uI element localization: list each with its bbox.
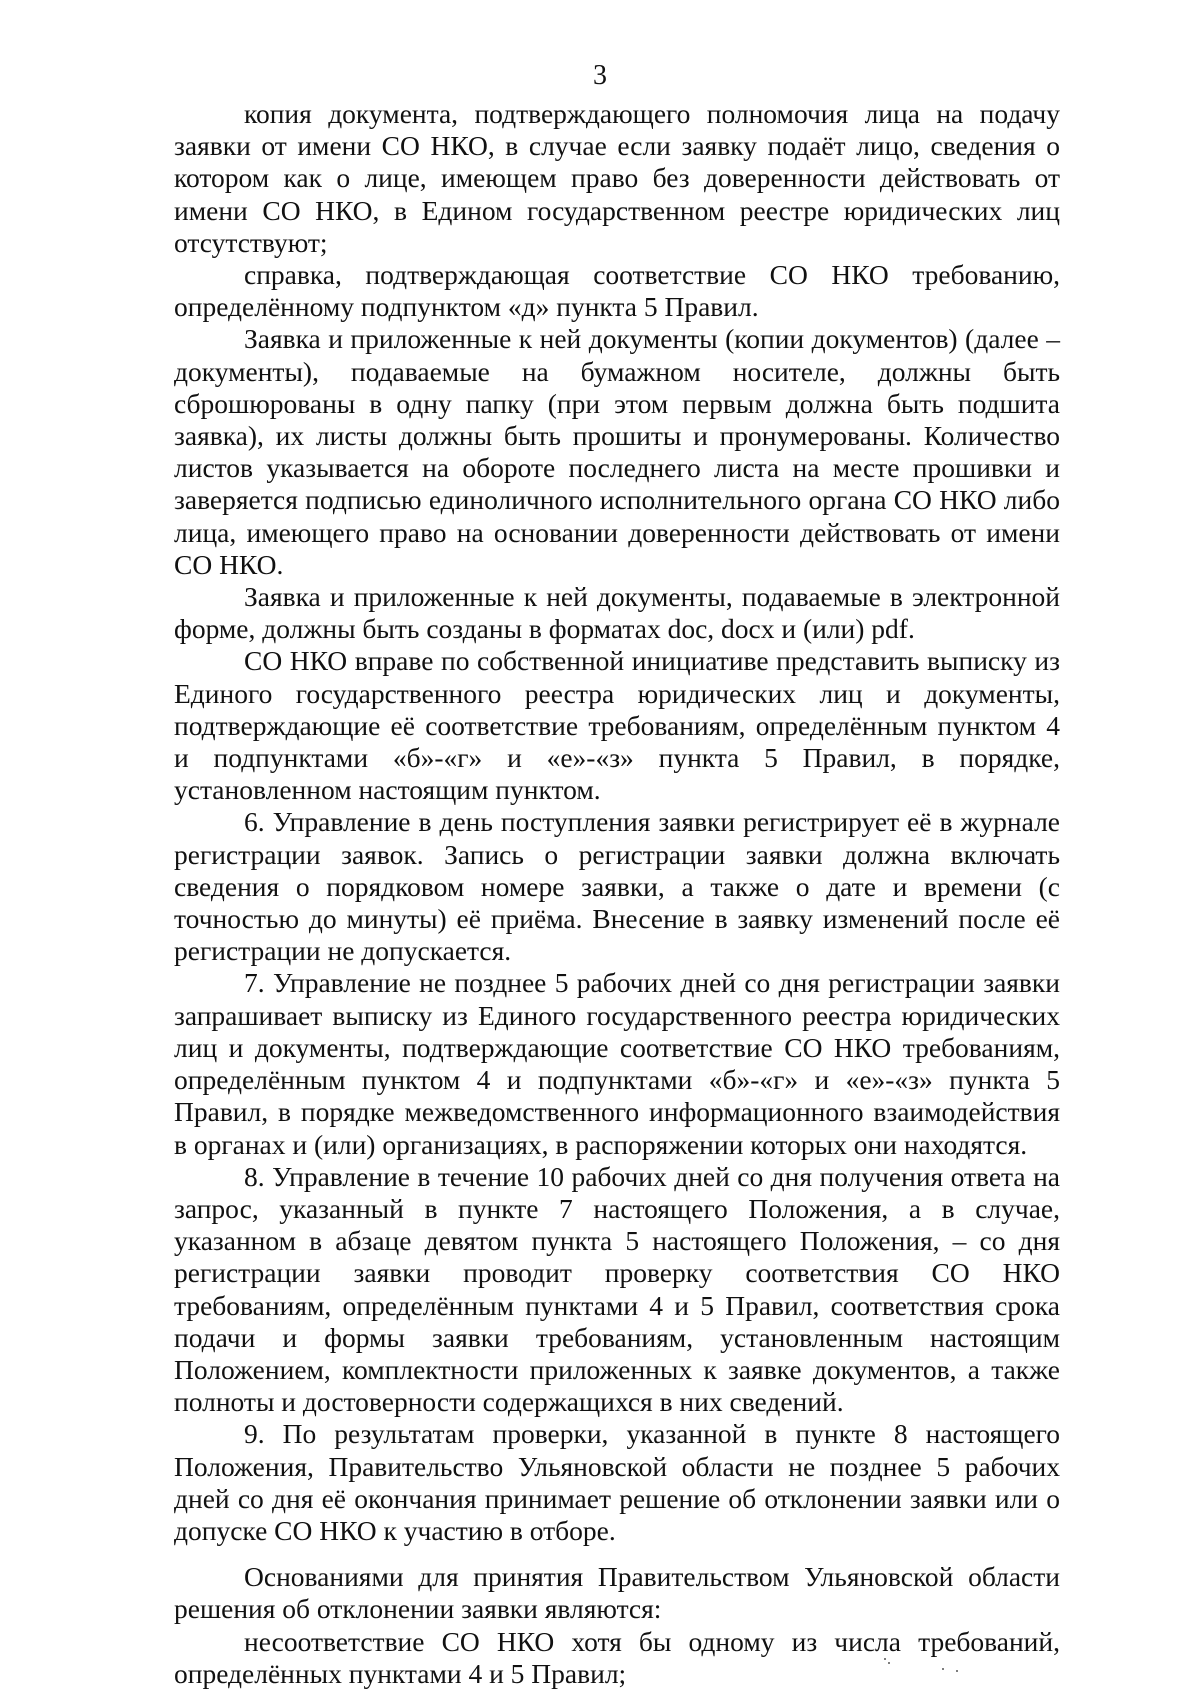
scan-speck bbox=[942, 1668, 944, 1670]
scan-specks bbox=[880, 1656, 1000, 1676]
paragraph-item-8: 8. Управление в течение 10 рабочих дней со дня получения ответа на запрос, указанный в пункте 7 настоящего Положения, а в случае, указанном в абзаце девятом пункта 5 настоящего Положения, – со дня регистрации заявки проводит проверку соответствия СО НКО требованиям, определённым пунктами 4 и 5 Правил, соответствия срока подачи и формы заявки требованиям, установленным настоящим Положением, комплектности приложенных к заявке документов, а также полноты и достоверности содержащихся в них сведений. bbox=[174, 1160, 1060, 1418]
paragraph-own-initiative: СО НКО вправе по собственной инициативе представить выписку из Единого государственного реестра юридических лиц и документы, подтверждающие её соответствие требованиям, определённым пунктом 4 и подпунктами «б»-«г» и «е»-«з» пункта 5 Правил, в порядке, установленном настоящим пунктом. bbox=[174, 645, 1060, 806]
scan-speck bbox=[956, 1670, 958, 1672]
paragraph-electronic-form: Заявка и приложенные к ней документы, подаваемые в электронной форме, должны быть созданы в форматах doc, docx и (или) pdf. bbox=[174, 581, 1060, 645]
paragraph-item-6: 6. Управление в день поступления заявки регистрирует её в журнале регистрации заявок. Запись о регистрации заявки должна включать сведения о порядковом номере заявки, а также о дате и времени (с точностью до минуты) её приёма. Внесение в заявку изменений после её регистрации не допускается. bbox=[174, 806, 1060, 967]
paragraph-non-compliance: несоответствие СО НКО хотя бы одному из числа требований, определённых пунктами 4 и 5 Правил; bbox=[174, 1625, 1060, 1689]
paragraph-item-7: 7. Управление не позднее 5 рабочих дней со дня регистрации заявки запрашивает выписку из Единого государственного реестра юридических лиц и документы, подтверждающие соответствие СО НКО требованиям, определённым пунктом 4 и подпунктами «б»-«г» и «е»-«з» пункта 5 Правил, в порядке межведомственного информационного взаимодействия в органах и (или) организациях, в распоряжении которых они находятся. bbox=[174, 967, 1060, 1160]
scan-speck bbox=[884, 1658, 886, 1660]
paragraph-paper-documents: Заявка и приложенные к ней документы (копии документов) (далее – документы), подаваемые на бумажном носителе, должны быть сброшюрованы в одну папку (при этом первым должна быть подшита заявка), их листы должны быть прошиты и пронумерованы. Количество листов указывается на обороте последнего листа на месте прошивки и заверяется подписью единоличного исполнительного органа СО НКО либо лица, имеющего право на основании доверенности действовать от имени СО НКО. bbox=[174, 323, 1060, 580]
page-number: 3 bbox=[593, 60, 607, 91]
scan-speck bbox=[888, 1662, 890, 1664]
paragraph-rejection-grounds: Основаниями для принятия Правительством Ульяновской области решения об отклонении заявки являются: bbox=[174, 1561, 1060, 1625]
paragraph-certificate: справка, подтверждающая соответствие СО НКО требованию, определённому подпунктом «д» пункта 5 Правил. bbox=[174, 259, 1060, 323]
paragraph-authority-copy: копия документа, подтверждающего полномочия лица на подачу заявки от имени СО НКО, в случае если заявку подаёт лицо, сведения о котором как о лице, имеющем право без доверенности действовать от имени СО НКО, в Едином государственном реестре юридических лиц отсутствуют; bbox=[174, 98, 1060, 258]
paragraph-item-9: 9. По результатам проверки, указанной в пункте 8 настоящего Положения, Правительство Ульяновской области не позднее 5 рабочих дней со дня её окончания принимает решение об отклонении заявки или о допуске СО НКО к участию в отборе. bbox=[174, 1418, 1060, 1546]
document-body bbox=[174, 98, 1060, 1690]
